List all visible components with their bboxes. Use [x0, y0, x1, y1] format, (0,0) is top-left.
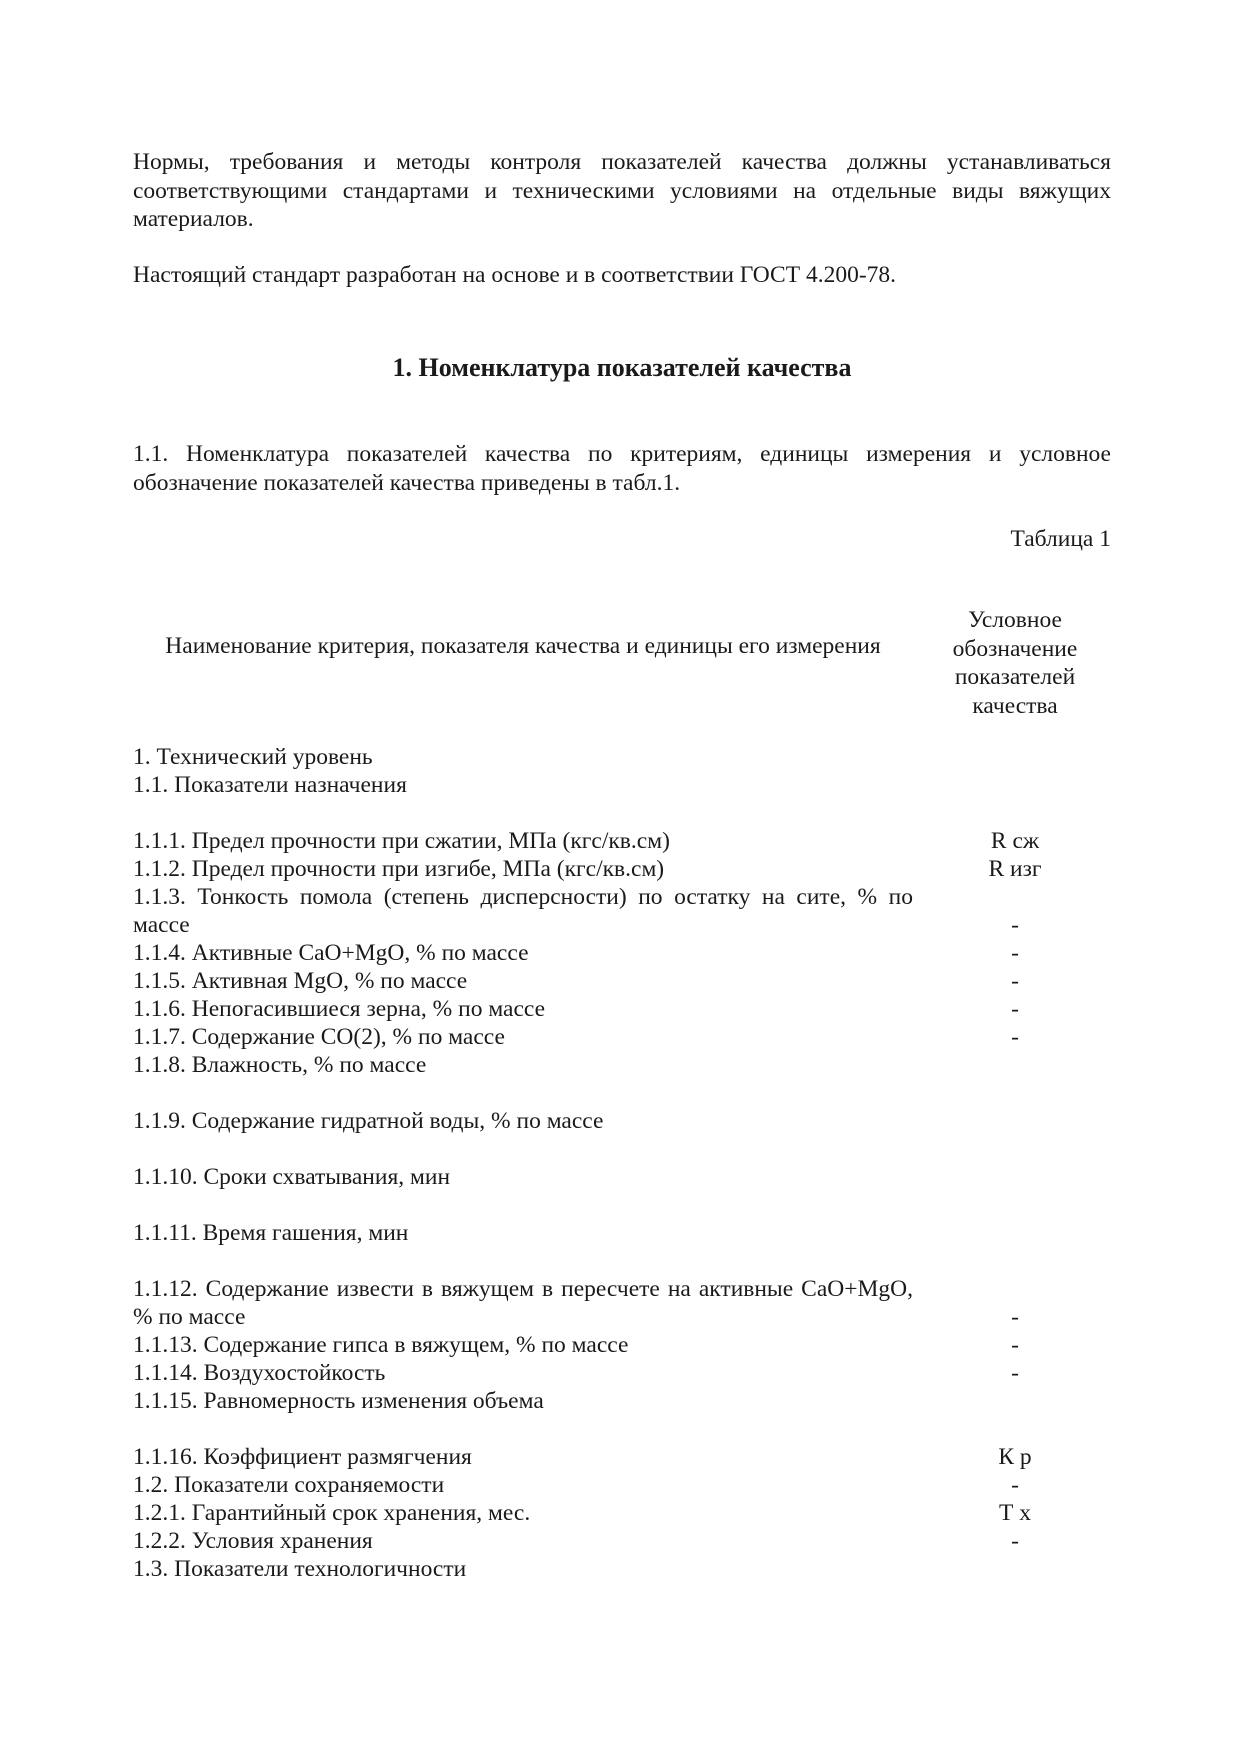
row-code: - [1011, 1332, 1019, 1358]
row-code: R изг [988, 856, 1042, 882]
row-name: 1.1.13. Содержание гипса в вяжущем, % по массе [133, 1332, 629, 1358]
row-code: - [1011, 1528, 1019, 1554]
row-name: 1.1.6. Непогасившиеся зерна, % по массе [133, 996, 546, 1022]
row-name: 1.1.14. Воздухостойкость [133, 1360, 386, 1386]
row-code: - [1011, 940, 1019, 966]
intro-paragraph-1: Нормы, требования и методы контроля показателей качества должны устанавливаться соответствующими стандартами и техническими условиями на отдельные виды вяжущих материалов. [133, 149, 1111, 232]
row-name: 1.1.8. Влажность, % по массе [133, 1052, 427, 1078]
row-code: - [1011, 1360, 1019, 1386]
row-name: 1.1.10. Сроки схватывания, мин [133, 1164, 451, 1190]
row-name: 1.1. Показатели назначения [133, 772, 407, 798]
row-name: 1.2.2. Условия хранения [133, 1528, 373, 1554]
intro-paragraph-2: Настоящий стандарт разработан на основе и в соответствии ГОСТ 4.200-78. [133, 262, 897, 288]
row-code: Т х [999, 1500, 1031, 1526]
section-paragraph-1: 1.1. Номенклатура показателей качества по критериям, единицы измерения и условное обозначение показателей качества приведены в табл.1. [133, 441, 1111, 496]
row-name: 1.1.5. Активная MgO, % по массе [133, 968, 468, 994]
row-code: - [1011, 1024, 1019, 1050]
row-code: - [1011, 1472, 1019, 1498]
row-name: 1.3. Показатели технологичности [133, 1556, 467, 1582]
row-code: - [1011, 912, 1019, 938]
row-name: 1.1.12. Содержание извести в вяжущем в пересчете на активные CaO+MgO, % по массе [133, 1276, 913, 1330]
row-name: 1.1.1. Предел прочности при сжатии, МПа (кгс/кв.см) [133, 828, 670, 854]
section-heading: 1. Номенклатура показателей качества [392, 353, 852, 382]
row-name: 1.2. Показатели сохраняемости [133, 1472, 445, 1498]
row-code: - [1011, 968, 1019, 994]
row-name: 1.1.15. Равномерность изменения объема [133, 1388, 544, 1414]
table-caption: Таблица 1 [1010, 526, 1111, 552]
row-name: 1.2.1. Гарантийный срок хранения, мес. [133, 1500, 531, 1526]
row-name: 1. Технический уровень [133, 744, 373, 770]
row-code: R сж [990, 828, 1040, 854]
row-code: - [1011, 996, 1019, 1022]
table-header-name: Наименование критерия, показателя качества и единицы его измерения [165, 633, 881, 659]
table-header-code: Условное обозначение показателей качества [952, 607, 1078, 719]
row-name: 1.1.2. Предел прочности при изгибе, МПа (кгс/кв.см) [133, 856, 665, 882]
row-name: 1.1.16. Коэффициент размягчения [133, 1444, 472, 1470]
row-code: - [1011, 1304, 1019, 1330]
row-name: 1.1.7. Содержание CO(2), % по массе [133, 1024, 505, 1050]
row-code: К р [998, 1444, 1032, 1470]
row-name: 1.1.11. Время гашения, мин [133, 1220, 409, 1246]
row-name: 1.1.9. Содержание гидратной воды, % по массе [133, 1108, 604, 1134]
row-name: 1.1.3. Тонкость помола (степень дисперсности) по остатку на сите, % по массе [133, 884, 913, 938]
row-name: 1.1.4. Активные CaO+MgO, % по массе [133, 940, 529, 966]
